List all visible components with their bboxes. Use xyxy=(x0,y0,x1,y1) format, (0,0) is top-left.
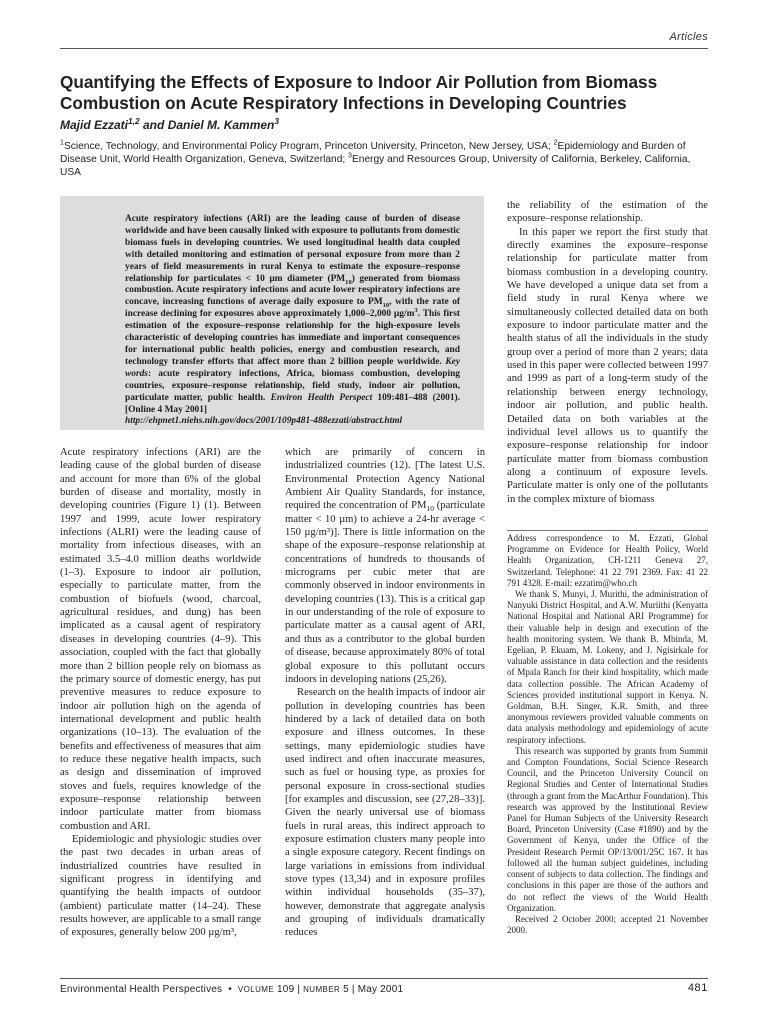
affil-text: Science, Technology, and Environmental Policy Program, Princeton University, Princeton, New Jersey, USA; xyxy=(63,141,554,152)
affil-text: Energy and Resources Group, University of California, Berkeley, California, USA xyxy=(60,154,691,178)
body-paragraph: In this paper we report the first study that directly examines the exposure–response relationship for particulate matter from biomass combustion in a developing country. We have developed a unique data set from a field study in rural Kenya where we simultaneously collected detailed data on both exposure to indoor particulate matter and the health status of all the individuals in the study group over a period of more than 2 years; data used in this paper were collected between 1997 and 1999 as part of a long-term study of the relationship between energy technology, indoor air pollution, and public health. Detailed data on both variables at the individual level allows us to quantify the exposure–response relationship for indoor particulate matter from biomass combustion along a continuum of exposure levels. Particulate matter is only one of the pollutants in the complex mixture of biomass xyxy=(507,226,708,505)
abstract-subscript: 10 xyxy=(345,278,352,286)
footer-separator: • xyxy=(228,984,232,995)
author-name: Daniel M. Kammen xyxy=(167,118,275,132)
title-line-2: Combustion on Acute Respiratory Infections in Developing Countries xyxy=(60,93,627,113)
body-paragraph: Acute respiratory infections (ARI) are the leading cause of the global burden of disease and account for more than 6% of the global burden of disease and mortality, mostly in developing countries (Figure 1) (1). Between 1997 and 1999, acute lower respiratory infections (ALRI) were the leading cause of mortality from infectious diseases, with an estimated 3.5–4.0 million deaths worldwide (1–3). Exposure to indoor air pollution, especially to particulate matter, from the combustion of biofuels (wood, charcoal, agricultural residues, and dung) has been implicated as a causal agent of respiratory diseases in developing countries (4–9). This association, coupled with the fact that globally more than 2 billion people rely on biomass as the primary source of domestic energy, has put preventive measures to reduce exposure to indoor air pollution high on the agenda of international development and public health organizations (10–13). The evaluation of the benefits and effectiveness of measures that aim to reduce these negative health impacts, such as design and dissemination of improved stoves and fuels, requires knowledge of the exposure–response relationship between indoor particulate matter from biomass combustion and ARI. xyxy=(60,447,261,832)
abstract-text: Acute respiratory infections (ARI) are the leading cause of burden of disease worldwide and have been causally linked with exposure to pollutants from domestic biomass fuels in developing countries. We used longitudinal health data coupled with detailed monitoring and estimation of personal exposure from more than 2 years of field measurements in rural Kenya to estimate the exposure–response relationship for particulates < 10 µm diameter (PM xyxy=(125,214,460,284)
abstract-text: ) generated from biomass combustion. Acute respiratory infections and acute lower respiratory infections are concave, increasing functions of average daily exposure to PM xyxy=(125,273,460,308)
author-affil-sup: 3 xyxy=(274,116,280,126)
affiliations xyxy=(60,140,710,179)
received-note: Received 2 October 2000; accepted 21 November 2000. xyxy=(507,913,708,936)
abstract-superscript: 3 xyxy=(414,307,418,315)
funding-note: This research was supported by grants from Summit and Compton Foundations, Social Science Research Council, and the Princeton University Council on Regional Studies and Center of International Studies (through a grant from the MacArthur Foundation). This research was approved by the Institutional Review Panel for Human Subjects of the University Research Board, Princeton University (Case #1890) and by the Government of Kenya, under the Office of the President Research Permit OP/13/001/25C 167. It has followed all the human subject guidelines, including consent of subjects to data collection. The findings and conclusions in this paper are those of the authors and do not reflect the views of the World Health Organization. xyxy=(507,745,708,913)
author-name: Majid Ezzati xyxy=(60,118,129,132)
body-text: (particulate matter < 10 µm) to achieve a 24-hr average < 150 µg/m³)]. There is little information on the shape of the exposure–response relationship at concentrations of hundreds to thousands of micrograms per cubic meter that are commonly observed in indoor environments in developing countries (13). This is a critical gap in our understanding of the role of exposure to particulate matter as a causal agent of ARI, and thus as a contributor to the global burden of disease, because approximately 80% of total global exposure to this pollutant occurs indoors in developing nations (25,26). xyxy=(285,500,485,685)
footer-citation: Environmental Health Perspectives • VOLUME 109 | NUMBER 5 | May 2001 xyxy=(60,984,404,995)
page-number: 481 xyxy=(687,982,708,994)
body-text: which are primarily of concern in industrialized countries (12). [The latest U.S. Environmental Protection Agency National Ambient Air Quality Standards, for instance, required the concentration of PM xyxy=(285,447,485,512)
header-rule xyxy=(60,48,708,49)
abstract-text: , with the rate of increase declining for exposures above approximately 1,000–2,000 µg/m xyxy=(125,297,460,320)
abstract-url-link[interactable]: http://ehpnet1.niehs.nih.gov/docs/2001/109p481-488ezzati/abstract.html xyxy=(125,416,403,427)
body-paragraph: the reliability of the estimation of the exposure–response relationship. xyxy=(507,200,708,225)
citation-text: 109:481–488 (2001). [Online 4 May 2001] xyxy=(125,392,460,415)
affil-text: Epidemiology and Burden of Disease Unit, World Health Organization, Geneva, Switzerland; xyxy=(60,141,686,165)
body-subscript: 10 xyxy=(426,504,434,514)
body-paragraph: Epidemiologic and physiologic studies over the past two decades in urban areas of industrialized countries have resulted in significant progress in identifying and quantifying the health impacts of outdoor (ambient) particulate matter (14–24). These results however, are applicable to a small range of exposures, generally below 200 µg/m³, xyxy=(60,833,261,939)
footer-date: May 2001 xyxy=(357,984,404,995)
abstract-text: . This first estimation of the exposure–response relationship for the high-exposure levels characteristic of developing countries has immediate and important consequences for international public health policies, energy and combustion research, and technology transfer efforts that affect more than 2 billion people worldwide. xyxy=(125,309,460,367)
author-joiner: and xyxy=(139,118,168,132)
affil-marker: 3 xyxy=(348,151,352,160)
author-list xyxy=(60,118,279,132)
footer-volume-label: VOLUME xyxy=(237,985,275,994)
body-paragraph xyxy=(285,446,485,686)
title-line-1: Quantifying the Effects of Exposure to Indoor Air Pollution from Biomass xyxy=(60,72,658,92)
body-column-2 xyxy=(285,446,485,940)
footnote-rule xyxy=(507,530,708,531)
abstract-subscript: 10 xyxy=(382,302,390,310)
keywords-text: : acute respiratory infections, Africa, biomass combustion, developing countries, exposure–response relationship, field study, indoor air pollution, particulate matter, public health. xyxy=(125,368,460,403)
affil-marker: 2 xyxy=(553,138,558,147)
footnotes xyxy=(507,533,708,936)
body-column-1 xyxy=(60,446,261,940)
acknowledgments-note: We thank S. Munyi, J. Murithi, the administration of Nanyuki District Hospital, and A.W. Muriithi (Kenyatta National Hospital and National ARI Programme) for their valuable help in design and execution of the health monitoring system. We thank B. Mbinda, M. Egelian, P. Ekuam, M. Lokeny, and J. Ngisirkale for valuable assistance in data collection and the residents of Mpala Ranch for their kind hospitality, which made data collection possible. The African Academy of Sciences provided institutional support in Kenya. N. Goldman, B.H. Singer, K.R. Smith, and three anonymous reviewers provided valuable comments on data analysis methodology and epidemiology of acute respiratory infections. xyxy=(507,589,708,745)
abstract-box xyxy=(60,196,484,430)
body-column-3 xyxy=(507,199,708,506)
author-affil-sup: 1,2 xyxy=(128,116,140,126)
footer-volume: 109 xyxy=(277,984,295,995)
article-title xyxy=(60,72,710,114)
footer-rule xyxy=(60,978,708,979)
journal-abbrev: Environ Health Perspect xyxy=(270,392,373,403)
body-paragraph: Research on the health impacts of indoor air pollution in developing countries has been hindered by a lack of detailed data on both exposure and illness outcomes. In these settings, many epidemiologic studies have used indirect and often inaccurate measures, such as fuel or housing type, as proxies for personal exposure in cross-sectional studies [for examples and discussion, see (27,28–33)]. Given the nearly universal use of biomass fuels in rural areas, this indirect approach to exposure estimation clusters many people into a single exposure category. Recent findings on large variations in emissions from individual stove types (13,34) and in exposure profiles within individual households (35–37), however, demonstrate that aggregate analysis and grouping of individuals dramatically reduces xyxy=(285,687,485,939)
correspondence-note: Address correspondence to M. Ezzati, Global Programme on Evidence for Health Policy, World Health Organization, CH-1211 Geneva 27, Switzerland. Telephone: 41 22 791 2369. Fax: 41 22 791 4328. E-mail: ezzatim@who.ch xyxy=(507,533,708,588)
footer-number: 5 xyxy=(343,984,349,995)
affil-marker: 1 xyxy=(60,138,64,147)
keywords-label: Key words xyxy=(125,356,460,379)
section-label: Articles xyxy=(669,31,708,43)
footer-journal: Environmental Health Perspectives xyxy=(60,984,223,995)
footer-number-label: NUMBER xyxy=(303,985,341,994)
